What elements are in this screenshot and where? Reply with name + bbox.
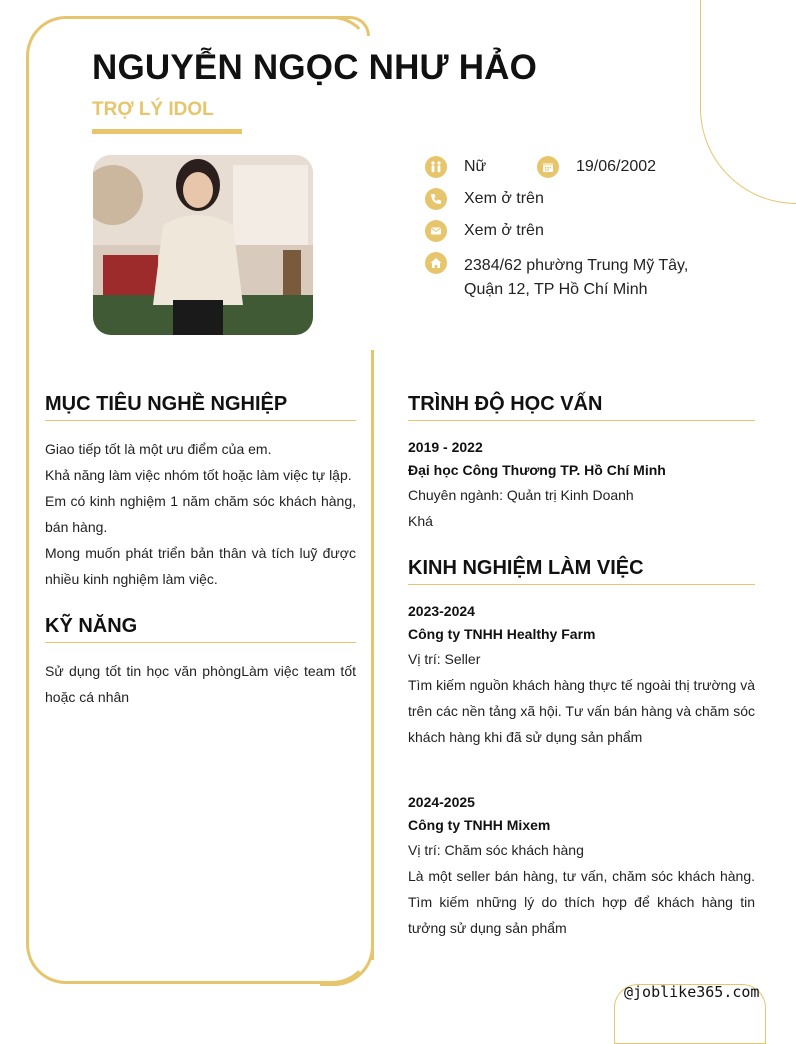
skills-title: KỸ NĂNG	[45, 615, 138, 637]
frame-bottom-corner	[320, 934, 374, 986]
email-value: Xem ở trên	[464, 222, 544, 239]
objective-line: Em có kinh nghiệm 1 năm chăm sóc khách hàng, bán hàng.	[45, 493, 356, 535]
education-title: TRÌNH ĐỘ HỌC VẤN	[408, 393, 603, 415]
job-description-text: Tìm kiếm nguồn khách hàng thực tế ngoài thị trường và trên các nền tảng xã hội. Tư vấn bán hàng và chăm sóc khách hàng khi đã sử dụng sản phẩm	[408, 677, 755, 745]
address-line-1: 2384/62 phường Trung Mỹ Tây,	[464, 257, 689, 274]
skills-divider	[45, 642, 356, 643]
profile-photo	[93, 155, 313, 335]
phone-value: Xem ở trên	[464, 190, 544, 207]
site-watermark: @joblike365.com	[624, 983, 760, 1001]
skills-text	[45, 658, 356, 710]
job-period: 2024-2025	[408, 794, 475, 810]
phone-icon	[425, 188, 447, 210]
email-icon	[425, 220, 447, 242]
job-title: TRỢ LÝ IDOL	[92, 99, 214, 120]
education-major: Chuyên ngành: Quản trị Kinh Doanh	[408, 487, 634, 503]
candidate-name: NGUYỄN NGỌC NHƯ HẢO	[92, 48, 538, 87]
job-position: Vị trí: Seller	[408, 651, 481, 667]
gender-value: Nữ	[464, 158, 487, 175]
skills-line: Sử dụng tốt tin học văn phòngLàm việc team tốt hoặc cá nhân	[45, 663, 356, 705]
birthday-value: 19/06/2002	[576, 158, 657, 175]
objective-divider	[45, 420, 356, 421]
job-description	[408, 863, 755, 941]
objective-line: Khả năng làm việc nhóm tốt hoặc làm việc tự lập.	[45, 467, 352, 483]
experience-divider	[408, 584, 755, 585]
left-column-divider	[371, 350, 374, 960]
job-description-text: Là một seller bán hàng, tư vấn, chăm sóc khách hàng. Tìm kiếm những lý do thích hợp để khách hàng tin tưởng sử dụng sản phẩm	[408, 868, 755, 936]
education-divider	[408, 420, 755, 421]
experience-title: KINH NGHIỆM LÀM VIỆC	[408, 557, 644, 579]
education-period: 2019 - 2022	[408, 439, 483, 455]
education-grade: Khá	[408, 513, 433, 529]
objective-line: Giao tiếp tốt là một ưu điểm của em.	[45, 441, 272, 457]
education-school: Đại học Công Thương TP. Hồ Chí Minh	[408, 462, 666, 478]
job-position: Vị trí: Chăm sóc khách hàng	[408, 842, 584, 858]
address-value	[464, 254, 688, 302]
job-description	[408, 672, 755, 750]
calendar-icon	[537, 156, 559, 178]
frame-top-corner	[300, 16, 370, 36]
job-period: 2023-2024	[408, 603, 475, 619]
job-company: Công ty TNHH Healthy Farm	[408, 626, 596, 642]
job-title-underline	[92, 129, 242, 134]
job-company: Công ty TNHH Mixem	[408, 817, 551, 833]
gender-icon	[425, 156, 447, 178]
objective-title: MỤC TIÊU NGHỀ NGHIỆP	[45, 393, 288, 415]
objective-line: Mong muốn phát triển bản thân và tích luỹ được nhiều kinh nghiệm làm việc.	[45, 545, 356, 587]
objective-text	[45, 436, 356, 592]
home-icon	[425, 252, 447, 274]
decorative-arc-top-right	[700, 0, 796, 204]
address-line-2: Quận 12, TP Hồ Chí Minh	[464, 281, 648, 298]
